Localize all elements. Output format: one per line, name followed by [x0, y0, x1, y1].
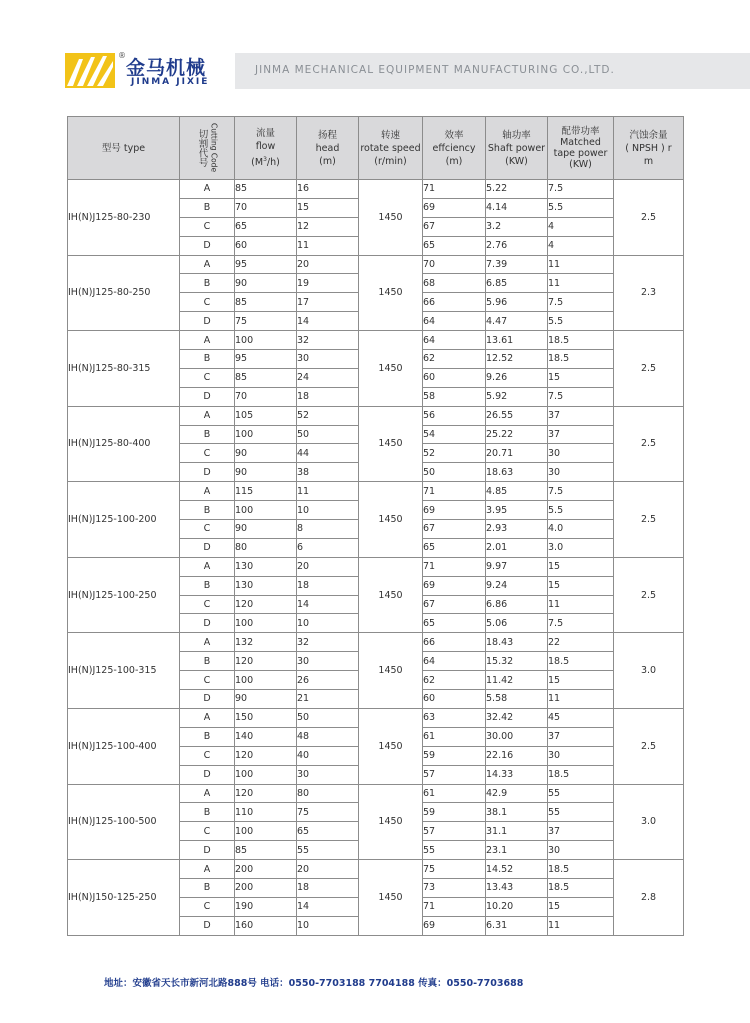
cutting-code-cell: A [180, 180, 235, 199]
head-cell: 21 [297, 690, 359, 709]
head-cell: 12 [297, 217, 359, 236]
head-cell: 30 [297, 765, 359, 784]
matched-power-cell: 7.5 [548, 387, 614, 406]
header-npsh: 汽蚀余量 ( NPSH ) r m [614, 117, 684, 180]
head-cell: 32 [297, 331, 359, 350]
head-cell: 50 [297, 425, 359, 444]
cutting-code-cell: D [180, 690, 235, 709]
matched-power-cell: 3.0 [548, 538, 614, 557]
head-cell: 10 [297, 916, 359, 935]
head-cell: 14 [297, 897, 359, 916]
model-type-cell: IH(N)J125-80-230 [68, 180, 180, 256]
efficiency-cell: 65 [423, 236, 486, 255]
matched-power-cell: 4 [548, 236, 614, 255]
cutting-code-cell: B [180, 350, 235, 369]
table-row [68, 860, 684, 879]
header-efficiency: 效率 effciency (m) [423, 117, 486, 180]
head-cell: 24 [297, 368, 359, 387]
efficiency-cell: 64 [423, 652, 486, 671]
cutting-code-cell: D [180, 387, 235, 406]
cutting-code-cell: C [180, 444, 235, 463]
head-cell: 14 [297, 595, 359, 614]
npsh-cell: 2.3 [614, 255, 684, 331]
cutting-code-cell: A [180, 482, 235, 501]
shaft-power-cell: 9.97 [486, 557, 548, 576]
cutting-code-cell: A [180, 557, 235, 576]
npsh-cell: 3.0 [614, 633, 684, 709]
head-cell: 10 [297, 614, 359, 633]
table-header-row [68, 117, 684, 180]
cutting-code-cell: A [180, 331, 235, 350]
flow-cell: 90 [235, 444, 297, 463]
efficiency-cell: 71 [423, 180, 486, 199]
flow-cell: 120 [235, 784, 297, 803]
matched-power-cell: 7.5 [548, 482, 614, 501]
shaft-power-cell: 13.43 [486, 878, 548, 897]
cutting-code-cell: A [180, 708, 235, 727]
shaft-power-cell: 25.22 [486, 425, 548, 444]
flow-cell: 150 [235, 708, 297, 727]
cutting-code-cell: B [180, 425, 235, 444]
flow-cell: 85 [235, 180, 297, 199]
shaft-power-cell: 15.32 [486, 652, 548, 671]
pump-spec-table [67, 116, 684, 936]
table-row [68, 482, 684, 501]
matched-power-cell: 5.5 [548, 501, 614, 520]
model-type-cell: IH(N)J125-80-315 [68, 331, 180, 407]
flow-cell: 120 [235, 652, 297, 671]
efficiency-cell: 57 [423, 822, 486, 841]
shaft-power-cell: 5.96 [486, 293, 548, 312]
registered-mark: ® [118, 51, 126, 60]
model-type-cell: IH(N)J125-100-315 [68, 633, 180, 709]
flow-cell: 100 [235, 425, 297, 444]
header-cutting-code: 切割代号 Cutting Code [180, 117, 235, 180]
cutting-code-cell: D [180, 765, 235, 784]
cutting-code-cell: C [180, 822, 235, 841]
cutting-code-cell: C [180, 897, 235, 916]
head-cell: 6 [297, 538, 359, 557]
matched-power-cell: 18.5 [548, 878, 614, 897]
table-row [68, 255, 684, 274]
company-name-en: JINMA JIXIE [131, 77, 210, 87]
flow-cell: 200 [235, 860, 297, 879]
flow-cell: 140 [235, 727, 297, 746]
efficiency-cell: 63 [423, 708, 486, 727]
shaft-power-cell: 18.43 [486, 633, 548, 652]
shaft-power-cell: 4.14 [486, 198, 548, 217]
head-cell: 11 [297, 236, 359, 255]
matched-power-cell: 55 [548, 784, 614, 803]
matched-power-cell: 15 [548, 576, 614, 595]
matched-power-cell: 30 [548, 463, 614, 482]
matched-power-cell: 7.5 [548, 293, 614, 312]
cutting-code-cell: D [180, 841, 235, 860]
cutting-code-cell: A [180, 406, 235, 425]
head-cell: 11 [297, 482, 359, 501]
header-matched-power: 配带功率 Matched tape power (KW) [548, 117, 614, 180]
efficiency-cell: 57 [423, 765, 486, 784]
efficiency-cell: 66 [423, 633, 486, 652]
shaft-power-cell: 6.31 [486, 916, 548, 935]
matched-power-cell: 37 [548, 727, 614, 746]
matched-power-cell: 4 [548, 217, 614, 236]
shaft-power-cell: 20.71 [486, 444, 548, 463]
header-head: 扬程 head (m) [297, 117, 359, 180]
efficiency-cell: 73 [423, 878, 486, 897]
flow-cell: 60 [235, 236, 297, 255]
matched-power-cell: 37 [548, 822, 614, 841]
flow-cell: 105 [235, 406, 297, 425]
matched-power-cell: 15 [548, 897, 614, 916]
flow-cell: 132 [235, 633, 297, 652]
npsh-cell: 2.5 [614, 557, 684, 633]
efficiency-cell: 56 [423, 406, 486, 425]
matched-power-cell: 11 [548, 916, 614, 935]
shaft-power-cell: 9.24 [486, 576, 548, 595]
head-cell: 30 [297, 652, 359, 671]
shaft-power-cell: 9.26 [486, 368, 548, 387]
head-cell: 50 [297, 708, 359, 727]
model-type-cell: IH(N)J150-125-250 [68, 860, 180, 936]
flow-cell: 130 [235, 557, 297, 576]
matched-power-cell: 11 [548, 690, 614, 709]
matched-power-cell: 11 [548, 595, 614, 614]
shaft-power-cell: 30.00 [486, 727, 548, 746]
flow-cell: 90 [235, 274, 297, 293]
matched-power-cell: 55 [548, 803, 614, 822]
matched-power-cell: 30 [548, 841, 614, 860]
shaft-power-cell: 10.20 [486, 897, 548, 916]
cutting-code-cell: B [180, 274, 235, 293]
head-cell: 14 [297, 312, 359, 331]
head-cell: 65 [297, 822, 359, 841]
shaft-power-cell: 22.16 [486, 746, 548, 765]
flow-cell: 110 [235, 803, 297, 822]
npsh-cell: 3.0 [614, 784, 684, 860]
head-cell: 40 [297, 746, 359, 765]
shaft-power-cell: 23.1 [486, 841, 548, 860]
flow-cell: 120 [235, 746, 297, 765]
shaft-power-cell: 4.47 [486, 312, 548, 331]
npsh-cell: 2.5 [614, 708, 684, 784]
efficiency-cell: 75 [423, 860, 486, 879]
npsh-cell: 2.5 [614, 406, 684, 482]
head-cell: 20 [297, 255, 359, 274]
rotate-speed-cell: 1450 [359, 784, 423, 860]
head-cell: 30 [297, 350, 359, 369]
shaft-power-cell: 6.86 [486, 595, 548, 614]
matched-power-cell: 18.5 [548, 860, 614, 879]
efficiency-cell: 60 [423, 690, 486, 709]
shaft-power-cell: 6.85 [486, 274, 548, 293]
efficiency-cell: 61 [423, 784, 486, 803]
flow-cell: 85 [235, 841, 297, 860]
efficiency-cell: 67 [423, 595, 486, 614]
shaft-power-cell: 14.52 [486, 860, 548, 879]
efficiency-cell: 65 [423, 614, 486, 633]
head-cell: 17 [297, 293, 359, 312]
flow-cell: 120 [235, 595, 297, 614]
cutting-code-cell: C [180, 595, 235, 614]
efficiency-cell: 65 [423, 538, 486, 557]
table-row [68, 708, 684, 727]
flow-cell: 85 [235, 368, 297, 387]
model-type-cell: IH(N)J125-100-200 [68, 482, 180, 558]
shaft-power-cell: 7.39 [486, 255, 548, 274]
shaft-power-cell: 5.22 [486, 180, 548, 199]
head-cell: 20 [297, 860, 359, 879]
flow-cell: 100 [235, 614, 297, 633]
header-flow: 流量 flow $(M^3/h)$ [235, 117, 297, 180]
efficiency-cell: 62 [423, 671, 486, 690]
cutting-code-cell: A [180, 633, 235, 652]
head-cell: 18 [297, 387, 359, 406]
cutting-code-cell: B [180, 198, 235, 217]
cutting-code-cell: D [180, 538, 235, 557]
matched-power-cell: 15 [548, 368, 614, 387]
rotate-speed-cell: 1450 [359, 708, 423, 784]
shaft-power-cell: 18.63 [486, 463, 548, 482]
table-body [68, 180, 684, 936]
matched-power-cell: 22 [548, 633, 614, 652]
rotate-speed-cell: 1450 [359, 331, 423, 407]
cutting-code-cell: B [180, 652, 235, 671]
footer-contact: 地址：安徽省天长市新河北路888号 电话：0550-7703188 7704188 传真：0550-7703688 [104, 978, 524, 989]
efficiency-cell: 71 [423, 557, 486, 576]
matched-power-cell: 37 [548, 406, 614, 425]
flow-cell: 90 [235, 690, 297, 709]
flow-cell: 190 [235, 897, 297, 916]
cutting-code-cell: B [180, 501, 235, 520]
efficiency-cell: 69 [423, 501, 486, 520]
flow-cell: 115 [235, 482, 297, 501]
company-name-cn: 金马机械 [126, 57, 207, 79]
cutting-code-cell: D [180, 916, 235, 935]
flow-cell: 200 [235, 878, 297, 897]
efficiency-cell: 69 [423, 916, 486, 935]
flow-cell: 80 [235, 538, 297, 557]
head-cell: 15 [297, 198, 359, 217]
matched-power-cell: 7.5 [548, 180, 614, 199]
shaft-power-cell: 14.33 [486, 765, 548, 784]
matched-power-cell: 45 [548, 708, 614, 727]
efficiency-cell: 61 [423, 727, 486, 746]
matched-power-cell: 18.5 [548, 331, 614, 350]
cutting-code-cell: C [180, 368, 235, 387]
efficiency-cell: 52 [423, 444, 486, 463]
flow-cell: 65 [235, 217, 297, 236]
model-type-cell: IH(N)J125-100-250 [68, 557, 180, 633]
matched-power-cell: 15 [548, 671, 614, 690]
npsh-cell: 2.5 [614, 180, 684, 256]
head-cell: 10 [297, 501, 359, 520]
shaft-power-cell: 2.93 [486, 520, 548, 539]
shaft-power-cell: 26.55 [486, 406, 548, 425]
efficiency-cell: 64 [423, 312, 486, 331]
head-cell: 48 [297, 727, 359, 746]
head-cell: 8 [297, 520, 359, 539]
rotate-speed-cell: 1450 [359, 406, 423, 482]
matched-power-cell: 18.5 [548, 652, 614, 671]
head-cell: 18 [297, 576, 359, 595]
npsh-cell: 2.5 [614, 331, 684, 407]
efficiency-cell: 54 [423, 425, 486, 444]
shaft-power-cell: 42.9 [486, 784, 548, 803]
efficiency-cell: 66 [423, 293, 486, 312]
head-cell: 80 [297, 784, 359, 803]
npsh-cell: 2.5 [614, 482, 684, 558]
head-cell: 38 [297, 463, 359, 482]
model-type-cell: IH(N)J125-80-400 [68, 406, 180, 482]
rotate-speed-cell: 1450 [359, 255, 423, 331]
header-rotate-speed: 转速 rotate speed (r/min) [359, 117, 423, 180]
efficiency-cell: 68 [423, 274, 486, 293]
efficiency-cell: 67 [423, 217, 486, 236]
efficiency-cell: 67 [423, 520, 486, 539]
shaft-power-cell: 2.76 [486, 236, 548, 255]
npsh-cell: 2.8 [614, 860, 684, 936]
flow-cell: 100 [235, 765, 297, 784]
efficiency-cell: 60 [423, 368, 486, 387]
shaft-power-cell: 3.2 [486, 217, 548, 236]
efficiency-cell: 71 [423, 482, 486, 501]
table-row [68, 331, 684, 350]
matched-power-cell: 37 [548, 425, 614, 444]
head-cell: 18 [297, 878, 359, 897]
jinma-logo-icon [65, 53, 115, 88]
page-header [0, 0, 750, 100]
head-cell: 52 [297, 406, 359, 425]
header-type: 型号 type [68, 117, 180, 180]
head-cell: 19 [297, 274, 359, 293]
cutting-code-cell: C [180, 217, 235, 236]
rotate-speed-cell: 1450 [359, 860, 423, 936]
matched-power-cell: 18.5 [548, 350, 614, 369]
flow-cell: 70 [235, 198, 297, 217]
cutting-code-cell: D [180, 463, 235, 482]
head-cell: 44 [297, 444, 359, 463]
shaft-power-cell: 5.58 [486, 690, 548, 709]
shaft-power-cell: 11.42 [486, 671, 548, 690]
shaft-power-cell: 5.06 [486, 614, 548, 633]
table-row [68, 633, 684, 652]
shaft-power-cell: 12.52 [486, 350, 548, 369]
cutting-code-cell: D [180, 312, 235, 331]
efficiency-cell: 59 [423, 746, 486, 765]
matched-power-cell: 30 [548, 444, 614, 463]
head-cell: 16 [297, 180, 359, 199]
efficiency-cell: 69 [423, 198, 486, 217]
shaft-power-cell: 4.85 [486, 482, 548, 501]
cutting-code-cell: C [180, 520, 235, 539]
shaft-power-cell: 38.1 [486, 803, 548, 822]
rotate-speed-cell: 1450 [359, 180, 423, 256]
matched-power-cell: 4.0 [548, 520, 614, 539]
rotate-speed-cell: 1450 [359, 482, 423, 558]
table-row [68, 406, 684, 425]
flow-cell: 100 [235, 671, 297, 690]
table-row [68, 180, 684, 199]
shaft-power-cell: 3.95 [486, 501, 548, 520]
flow-cell: 100 [235, 501, 297, 520]
efficiency-cell: 55 [423, 841, 486, 860]
cutting-code-cell: B [180, 803, 235, 822]
flow-cell: 100 [235, 331, 297, 350]
table-row [68, 784, 684, 803]
head-cell: 26 [297, 671, 359, 690]
cutting-code-cell: A [180, 784, 235, 803]
flow-cell: 70 [235, 387, 297, 406]
model-type-cell: IH(N)J125-100-400 [68, 708, 180, 784]
flow-cell: 90 [235, 463, 297, 482]
efficiency-cell: 62 [423, 350, 486, 369]
cutting-code-cell: A [180, 860, 235, 879]
table-row [68, 557, 684, 576]
cutting-code-cell: B [180, 576, 235, 595]
flow-cell: 75 [235, 312, 297, 331]
efficiency-cell: 64 [423, 331, 486, 350]
matched-power-cell: 5.5 [548, 312, 614, 331]
head-cell: 20 [297, 557, 359, 576]
shaft-power-cell: 5.92 [486, 387, 548, 406]
cutting-code-cell: D [180, 236, 235, 255]
cutting-code-cell: B [180, 727, 235, 746]
matched-power-cell: 5.5 [548, 198, 614, 217]
matched-power-cell: 18.5 [548, 765, 614, 784]
cutting-code-cell: C [180, 671, 235, 690]
cutting-code-cell: C [180, 746, 235, 765]
matched-power-cell: 11 [548, 255, 614, 274]
matched-power-cell: 30 [548, 746, 614, 765]
flow-cell: 95 [235, 255, 297, 274]
head-cell: 55 [297, 841, 359, 860]
flow-cell: 95 [235, 350, 297, 369]
efficiency-cell: 69 [423, 576, 486, 595]
shaft-power-cell: 32.42 [486, 708, 548, 727]
matched-power-cell: 11 [548, 274, 614, 293]
model-type-cell: IH(N)J125-80-250 [68, 255, 180, 331]
head-cell: 75 [297, 803, 359, 822]
matched-power-cell: 7.5 [548, 614, 614, 633]
shaft-power-cell: 13.61 [486, 331, 548, 350]
flow-cell: 85 [235, 293, 297, 312]
cutting-code-cell: D [180, 614, 235, 633]
cutting-code-cell: C [180, 293, 235, 312]
matched-power-cell: 15 [548, 557, 614, 576]
cutting-code-cell: A [180, 255, 235, 274]
cutting-code-cell: B [180, 878, 235, 897]
efficiency-cell: 58 [423, 387, 486, 406]
header-shaft-power: 轴功率 Shaft power (KW) [486, 117, 548, 180]
efficiency-cell: 70 [423, 255, 486, 274]
rotate-speed-cell: 1450 [359, 557, 423, 633]
rotate-speed-cell: 1450 [359, 633, 423, 709]
efficiency-cell: 71 [423, 897, 486, 916]
flow-cell: 130 [235, 576, 297, 595]
company-full-name: JINMA MECHANICAL EQUIPMENT MANUFACTURING CO.,LTD. [255, 64, 615, 76]
shaft-power-cell: 31.1 [486, 822, 548, 841]
efficiency-cell: 59 [423, 803, 486, 822]
flow-cell: 90 [235, 520, 297, 539]
efficiency-cell: 50 [423, 463, 486, 482]
model-type-cell: IH(N)J125-100-500 [68, 784, 180, 860]
flow-cell: 100 [235, 822, 297, 841]
head-cell: 32 [297, 633, 359, 652]
flow-cell: 160 [235, 916, 297, 935]
shaft-power-cell: 2.01 [486, 538, 548, 557]
